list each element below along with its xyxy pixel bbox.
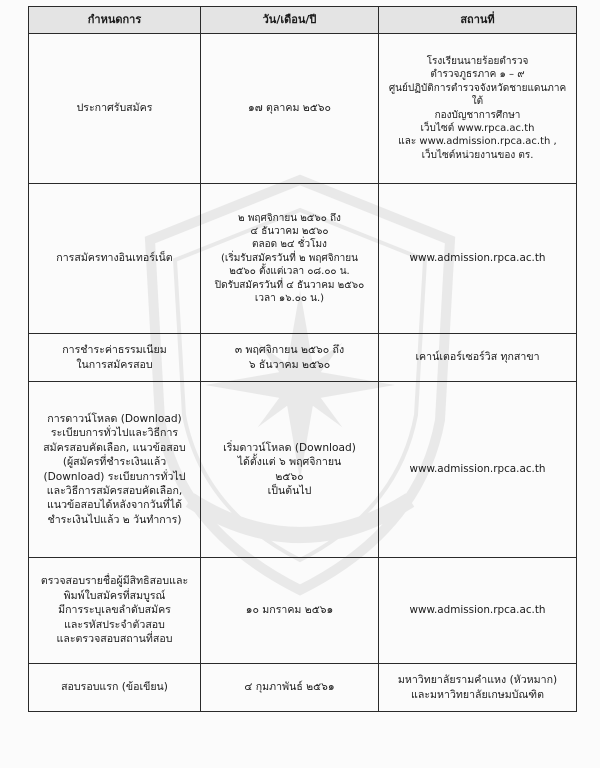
table-row — [29, 664, 577, 712]
date-cell: ๔ กุมภาพันธ์ ๒๕๖๑ — [201, 664, 379, 712]
activity-cell: สอบรอบแรก (ข้อเขียน) — [29, 664, 201, 712]
place-cell: โรงเรียนนายร้อยตำรวจ ตำรวจภูธรภาค ๑ – ๙ ศูนย์ปฏิบัติการตำรวจจังหวัดชายแดนภาคใต้ กองบัญชาการศึกษา เว็บไซต์ www.rpca.ac.th และ www.admission.rpca.ac.th , เว็บไซต์หน่วยงานของ ตร. — [379, 34, 577, 184]
header-place: สถานที่ — [379, 7, 577, 34]
activity-cell: การดาวน์โหลด (Download) ระเบียบการทั่วไปและวิธีการ สมัครสอบคัดเลือก, แนวข้อสอบ (ผู้สมัครที่ชำระเงินแล้ว (Download) ระเบียบการทั่วไป และวิธีการสมัครสอบคัดเลือก, แนวข้อสอบได้หลังจากวันที่ได้ ชำระเงินไปแล้ว ๒ วันทำการ) — [29, 382, 201, 558]
table-header-row — [29, 7, 577, 34]
header-activity: กำหนดการ — [29, 7, 201, 34]
place-cell: มหาวิทยาลัยรามคำแหง (หัวหมาก) และมหาวิทยาลัยเกษมบัณฑิต — [379, 664, 577, 712]
header-date: วัน/เดือน/ปี — [201, 7, 379, 34]
place-cell: www.admission.rpca.ac.th — [379, 558, 577, 664]
table-row — [29, 184, 577, 334]
table-row — [29, 382, 577, 558]
table-row — [29, 558, 577, 664]
date-cell: ๒ พฤศจิกายน ๒๕๖๐ ถึง ๔ ธันวาคม ๒๕๖๐ ตลอด ๒๔ ชั่วโมง (เริ่มรับสมัครวันที่ ๒ พฤศจิกายน ๒๕๖๐ ตั้งแต่เวลา ๐๘.๐๐ น. ปิดรับสมัครวันที่ ๔ ธันวาคม ๒๕๖๐ เวลา ๑๖.๐๐ น.) — [201, 184, 379, 334]
place-cell: เคาน์เตอร์เซอร์วิส ทุกสาขา — [379, 334, 577, 382]
date-cell: เริ่มดาวน์โหลด (Download) ได้ตั้งแต่ ๖ พฤศจิกายน ๒๕๖๐ เป็นต้นไป — [201, 382, 379, 558]
activity-cell: การสมัครทางอินเทอร์เน็ต — [29, 184, 201, 334]
table-row — [29, 34, 577, 184]
activity-cell: การชำระค่าธรรมเนียม ในการสมัครสอบ — [29, 334, 201, 382]
activity-cell: ประกาศรับสมัคร — [29, 34, 201, 184]
date-cell: ๑๗ ตุลาคม ๒๕๖๐ — [201, 34, 379, 184]
schedule-table — [28, 6, 577, 712]
date-cell: ๓ พฤศจิกายน ๒๕๖๐ ถึง ๖ ธันวาคม ๒๕๖๐ — [201, 334, 379, 382]
activity-cell: ตรวจสอบรายชื่อผู้มีสิทธิสอบและ พิมพ์ใบสมัครที่สมบูรณ์ มีการระบุเลขลำดับสมัคร และรหัสประจำตัวสอบ และตรวจสอบสถานที่สอบ — [29, 558, 201, 664]
place-cell: www.admission.rpca.ac.th — [379, 184, 577, 334]
date-cell: ๑๐ มกราคม ๒๕๖๑ — [201, 558, 379, 664]
place-cell: www.admission.rpca.ac.th — [379, 382, 577, 558]
table-row — [29, 334, 577, 382]
